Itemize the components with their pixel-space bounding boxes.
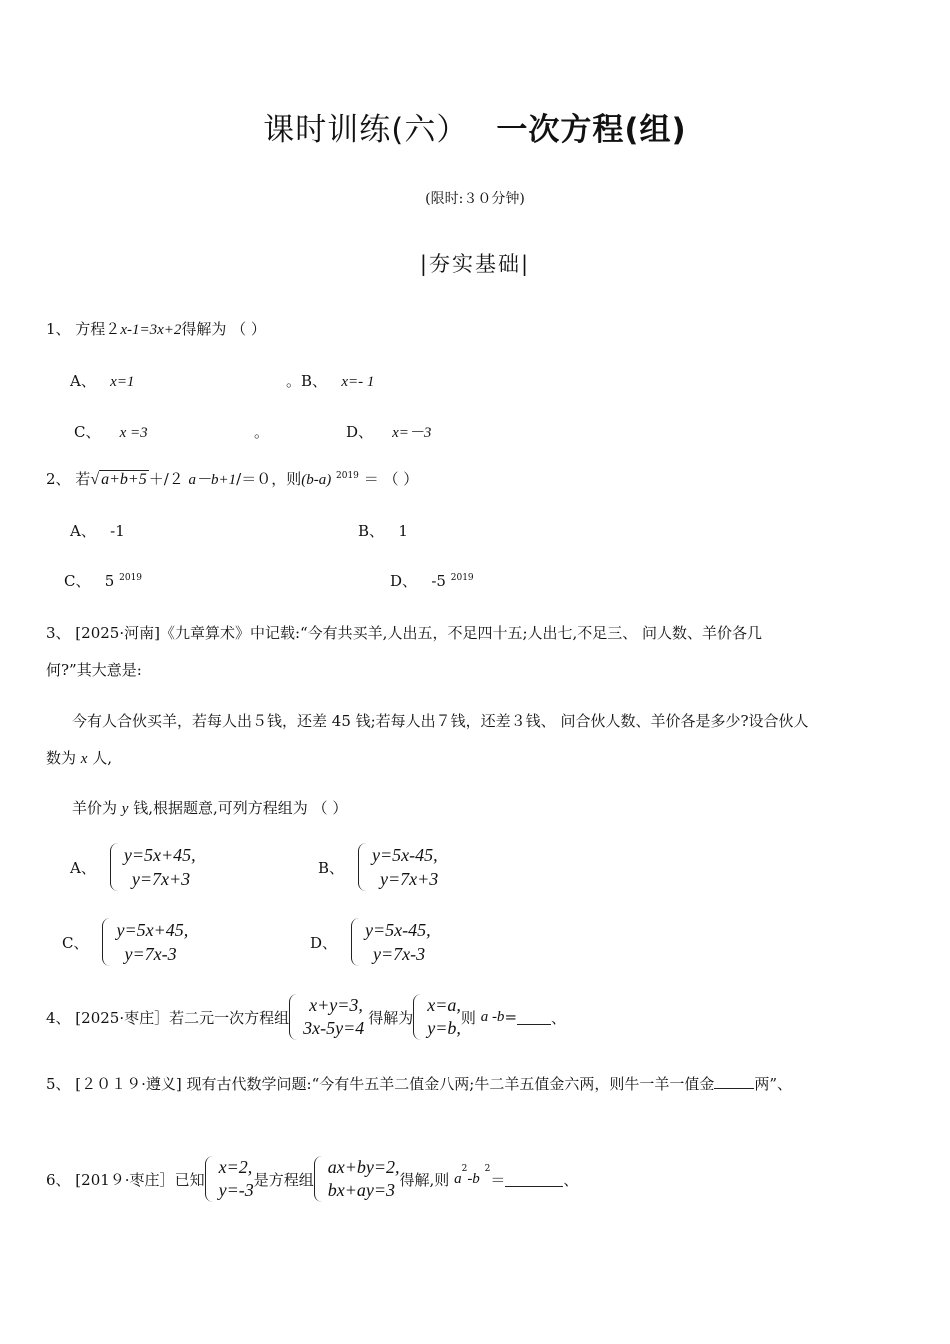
q4-suffix-math: a -b [480,1008,505,1025]
section-heading: |夯实基础| [419,252,531,276]
option-label: D、 [390,572,418,590]
q1-option-b[interactable] [286,370,374,391]
option-label: A、 [70,522,96,540]
option-label: C、 [74,423,101,441]
sqrt-symbol: √ a+b+5 [90,471,147,488]
equation: x+y=3, [309,995,363,1015]
q4-mid: 得解为 [368,1008,414,1027]
equation: y=7x+3 [380,869,439,889]
option-exponent: 2019 [450,573,474,583]
equation: x=2, [218,1157,253,1177]
q6-exponent: 2 [461,1164,468,1174]
equation-system [102,918,188,966]
q3-option-d[interactable] [310,918,431,966]
title-part2: 一次方程(组) [496,112,687,148]
q6-stem [46,1156,578,1202]
q3-option-a[interactable] [70,843,196,891]
equation-lines [328,1156,400,1202]
option-label: B、 [358,522,385,540]
q4-end: 、 [551,1008,567,1027]
equation-system [289,994,364,1040]
option-value: 1 [398,522,408,540]
q3-line4-suffix: 人, [92,749,113,767]
q5-end: 两”、 [754,1075,793,1093]
q6-suffix: 得解,则 [399,1170,450,1189]
q6-math2: -b [467,1170,480,1187]
option-label: B、 [318,858,345,877]
equation-system [314,1156,400,1202]
option-exponent: 2019 [119,573,143,583]
q6-mid: 是方程组 [253,1170,314,1189]
q3-line5-var: y [121,801,129,817]
q3-line5 [72,797,347,818]
left-brace [351,918,362,966]
q1-stem-prefix: 1、 方程２ [46,320,121,338]
q2-stem-math2: a－b+1 [188,472,237,488]
equation-lines [116,918,188,966]
q2-stem-math3: (b-a) [301,472,332,488]
equation: x=a, [427,995,461,1015]
equation-lines [219,1156,254,1202]
option-value: 5 [104,572,115,590]
q2-stem-mid: ＋/２ [148,470,184,488]
equation-lines [365,918,431,966]
q6-end: 、 [563,1170,579,1189]
option-value: -5 [431,572,446,590]
title-part1: 课时训练(六） [263,112,469,148]
equation: y=-3 [218,1180,254,1200]
q3-line4-var: x [80,751,88,767]
q3-line4 [46,747,112,768]
q2-stem [46,468,418,489]
q1-option-c-dot: 。 [254,423,270,441]
equation: y=5x+45, [116,920,189,940]
option-value: x =3 [119,425,148,441]
q6-eq: ＝ [490,1170,506,1189]
equation-system [110,843,196,891]
q3-line4-prefix: 数为 [46,749,77,767]
equation-lines [124,843,196,891]
option-label: D、 [310,933,338,952]
q3-line2: 何?”其大意是: [46,661,142,679]
option-label: A、 [70,858,96,877]
q1-option-a[interactable] [70,370,134,391]
equation: y=5x-45, [372,845,438,865]
equation: y=5x-45, [365,920,431,940]
q3-line3: 今有人合伙买羊，若每人出５钱，还差 45 钱;若每人出７钱，还差３钱、 问合伙人数、羊价各是多少?设合伙人 [72,712,809,730]
option-label: D、 [346,423,374,441]
q1-option-d[interactable] [346,421,431,442]
q4-stem [46,994,566,1040]
equation-system [358,843,438,891]
q6-prefix: 6、 [201９·枣庄］已知 [46,1170,205,1189]
equation-system [351,918,431,966]
equation: y=7x-3 [373,944,426,964]
equation: y=b, [427,1018,461,1038]
answer-blank[interactable] [505,1172,563,1187]
left-brace [314,1156,325,1202]
left-brace [110,843,121,891]
left-brace [205,1156,216,1202]
q2-option-c[interactable] [64,570,142,591]
q2-stem-suffix: ＝ （ ） [363,470,419,488]
page-title [0,104,950,149]
q2-radicand: a+b+5 [101,471,147,488]
equation-lines [303,994,364,1040]
equation: 3x-5y=4 [303,1018,365,1038]
equation-lines [372,843,438,891]
answer-blank[interactable] [517,1010,551,1025]
q2-exponent: 2019 [336,471,359,481]
q4-suffix-post: = [504,1008,518,1026]
option-label: C、 [64,572,91,590]
value-system [205,1156,254,1202]
equation-lines [427,994,461,1040]
q3-line5-prefix: 羊价为 [72,799,118,817]
q1-stem-math: x-1=3x+2 [120,322,182,338]
left-brace [102,918,113,966]
solution-system [413,994,461,1040]
equation: y=7x-3 [124,944,177,964]
equation: y=7x+3 [131,869,191,889]
option-label: A、 [70,372,96,390]
left-brace [413,994,424,1040]
q2-stem-prefix: 2、 若 [46,470,91,488]
q6-exponent2: 2 [484,1164,491,1174]
q4-prefix: 4、 [2025·枣庄］若二元一次方程组 [46,1008,290,1027]
option-label: 。B、 [286,372,328,390]
q5-text: 5、 [２０１９·遵义] 现有古代数学问题:“今有牛五羊二值金八两;牛二羊五值金六两，则牛一羊一值金 [46,1075,715,1093]
q4-suffix-pre: 则 [460,1008,476,1027]
q2-option-a[interactable] [70,520,125,541]
option-value: -1 [110,522,125,540]
q3-option-b[interactable] [318,843,438,891]
equation: bx+ay=3 [327,1180,396,1200]
q1-stem-suffix: 得解为 （ ） [181,320,266,338]
answer-blank[interactable] [714,1074,754,1089]
q6-math: a [454,1170,462,1187]
q2-option-d[interactable] [390,570,474,591]
q1-option-c[interactable] [74,421,148,442]
equation: ax+by=2, [327,1157,400,1177]
option-value: x=- 1 [341,374,375,390]
left-brace [358,843,369,891]
time-limit: (限时:３０分钟) [425,191,525,207]
q3-option-c[interactable] [62,918,188,966]
q5-stem [46,1073,792,1094]
option-label: C、 [62,933,89,952]
q3-line1: 3、 [2025·河南]《九章算术》中记载:“今有共买羊,人出五，不足四十五;人出七,不足三、 问人数、羊价各几 [46,624,763,642]
option-value: x=1 [110,374,135,390]
q1-stem [46,318,266,339]
equation: y=5x+45, [123,845,196,865]
option-value: x=－3 [392,425,432,441]
q2-option-b[interactable] [358,520,408,541]
q3-line5-suffix: 钱,根据题意,可列方程组为 （ ） [133,799,348,817]
left-brace [289,994,300,1040]
q2-stem-mid2: /＝０，则 [236,470,302,488]
